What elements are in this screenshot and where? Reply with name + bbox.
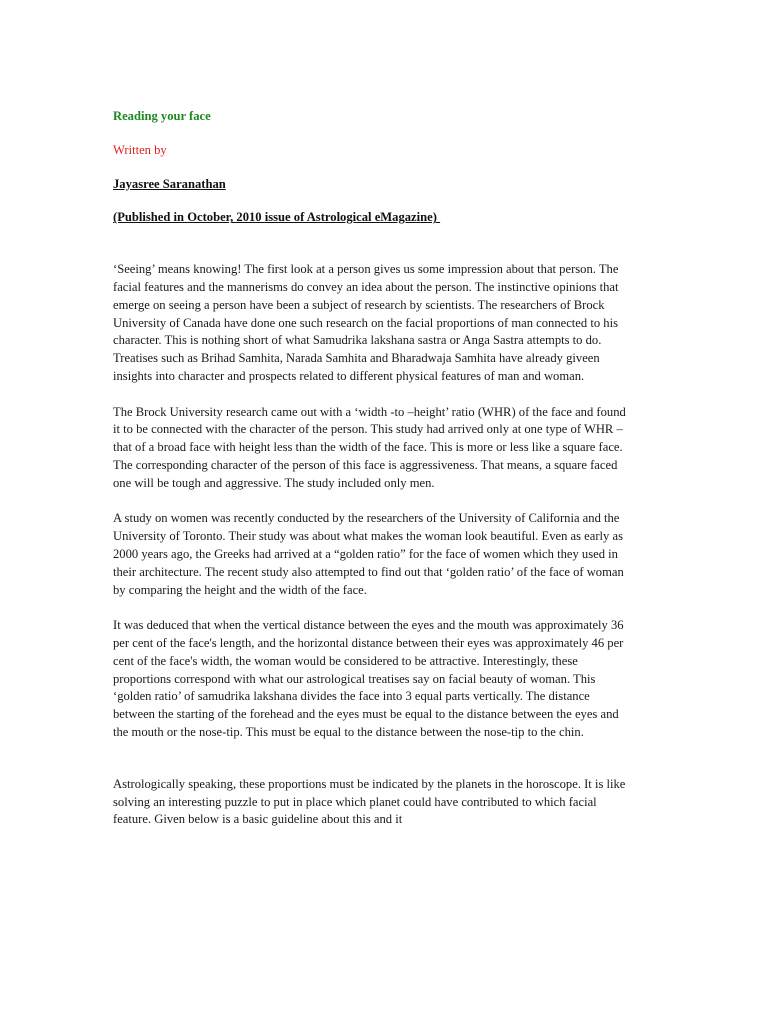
author-name: Jayasree Saranathan bbox=[113, 176, 226, 191]
document-title: Reading your face bbox=[113, 109, 211, 123]
publication-note: (Published in October, 2010 issue of Astrological eMagazine) bbox=[113, 210, 441, 225]
paragraph: Astrologically speaking, these proportions must be indicated by the planets in the horoscope. It is like solving an interesting puzzle to put in place which planet could have contributed to which facial feature. Given below is a basic guideline about this and it bbox=[113, 776, 626, 827]
paragraph: It was deduced that when the vertical distance between the eyes and the mouth was approximately 36 per cent of the face's length, and the horizontal distance between their eyes was approximately 46 per cent of the face's width, the woman would be considered to be attractive. Interestingly, these proportions correspond with what our astrological treatises say on facial beauty of woman. This ‘golden ratio’ of samudrika lakshana divides the face into 3 equal parts vertically. The distance between the starting of the forehead and the eyes must be equal to the distance between the eyes and the mouth or the nose-tip. This must be equal to the distance between the nose-tip to the chin. bbox=[113, 618, 624, 739]
paragraph: A study on women was recently conducted by the researchers of the University of California and the University of Toronto. Their study was about what makes the woman look beautiful. Even as early as 2000 years ago, the Greeks had arrived at a “golden ratio” for the face of women which they used in their architecture. The recent study also attempted to find out that ‘golden ratio’ of the face of woman by comparing the height and the width of the face. bbox=[113, 511, 624, 597]
document-body bbox=[113, 108, 633, 829]
written-by-label: Written by bbox=[113, 142, 167, 157]
paragraph: The Brock University research came out with a ‘width -to –height’ ratio (WHR) of the face and found it to be connected with the character of the person. This study had arrived only at one type of WHR – that of a broad face with height less than the width of the face. This is more or less like a square face. The corresponding character of the person of this face is aggressiveness. That means, a square faced one will be tough and aggressive. The study included only men. bbox=[113, 404, 626, 490]
paragraph: ‘Seeing’ means knowing! The first look at a person gives us some impression about that person. The facial features and the mannerisms do convey an idea about the person. The instinctive opinions that emerge on seeing a person have been a subject of research by scientists. The researchers of Brock University of Canada have done one such research on the facial proportions of man connected to his character. This is nothing short of what Samudrika lakshana sastra or Anga Sastra attempts to do. Treatises such as Brihad Samhita, Narada Samhita and Bharadwaja Samhita have already giveen insights into character and prospects related to different physical features of man and woman. bbox=[113, 262, 619, 383]
